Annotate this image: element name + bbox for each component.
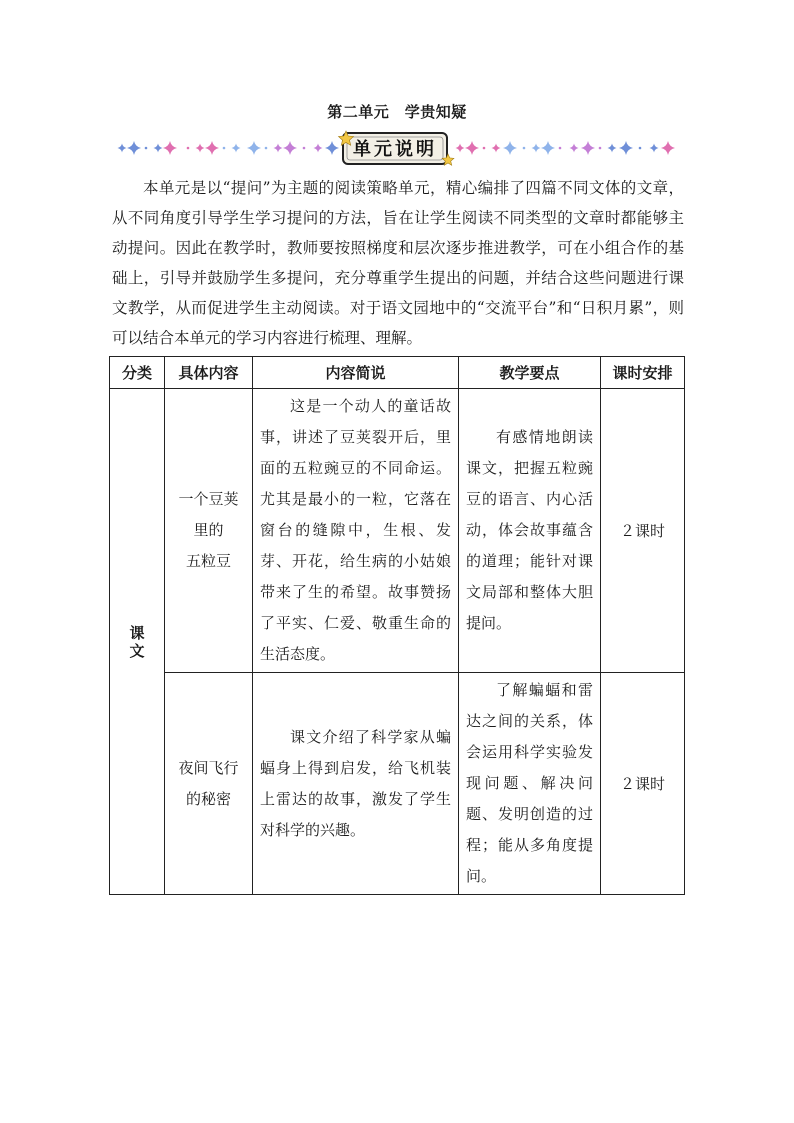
sparkle-icon xyxy=(232,144,241,153)
intro-text: 本单元是以“提问”为主题的阅读策略单元，精心编排了四篇不同文体的文章，从不同角度引导学生学习提问的方法，旨在让学生阅读不同类型的文章时都能够主动提问。因此在教学时，教师要按照梯度和层次逐步推进教学，可在小组合作的基础上，引导并鼓励学生多提问，充分尊重学生提出的问题，并结合这些问题进行课文教学，从而促进学生主动阅读。对于语文园地中的“交流平台”和“日积月累”，则可以结合本单元的学习内容进行梳理、理解。 xyxy=(112,179,684,347)
unit-table xyxy=(109,356,685,895)
points-text: 有感情地朗读课文，把握五粒豌豆的语言、内心活动，体会故事蕴含的道理；能针对课文局部和整体大胆提问。 xyxy=(466,428,593,632)
sparkle-decoration-left xyxy=(118,141,340,155)
dot-icon xyxy=(639,147,642,150)
dot-icon xyxy=(223,147,226,150)
dot-icon xyxy=(265,147,268,150)
content-line: 五粒豆 xyxy=(185,552,231,570)
summary-text: 这是一个动人的童话故事，讲述了豆荚裂开后，里面的五粒豌豆的不同命运。尤其是最小的一粒，它落在窗台的缝隙中，生根、发芽、开花，给生病的小姑娘带来了生的希望。故事赞扬了平实、仁爱、敬重生命的生活态度。 xyxy=(260,397,451,663)
dot-icon xyxy=(559,147,562,150)
sparkle-icon xyxy=(581,141,595,155)
dot-icon xyxy=(523,147,526,150)
dot-icon xyxy=(303,147,306,150)
banner-label: 单元说明 xyxy=(353,139,437,160)
sparkle-icon xyxy=(541,141,555,155)
category-char: 文 xyxy=(129,641,145,660)
header-content: 具体内容 xyxy=(165,357,253,389)
points-text: 了解蝙蝠和雷达之间的关系，体会运用科学实验发现问题、解决问题、发明创造的过程；能从多角度提问。 xyxy=(466,681,593,885)
summary-text: 课文介绍了科学家从蝙蝠身上得到启发，给飞机装上雷达的故事，激发了学生对科学的兴趣。 xyxy=(260,727,451,839)
sparkle-icon xyxy=(661,141,675,155)
hours-cell: ２课时 xyxy=(601,389,685,673)
page-title: 第二单元 学贵知疑 xyxy=(327,103,467,121)
summary-cell xyxy=(253,389,459,673)
header-category: 分类 xyxy=(110,357,165,389)
dot-icon xyxy=(483,147,486,150)
dot-icon xyxy=(145,147,148,150)
sparkle-icon xyxy=(283,141,297,155)
unit-banner xyxy=(112,128,682,168)
sparkle-icon xyxy=(274,144,283,153)
category-char: 课 xyxy=(129,623,145,642)
content-line: 的秘密 xyxy=(185,789,231,808)
table-row xyxy=(110,673,685,895)
dot-icon xyxy=(187,147,190,150)
sparkle-icon xyxy=(196,144,205,153)
sparkle-icon xyxy=(492,144,501,153)
sparkle-icon xyxy=(619,141,633,155)
sparkle-icon xyxy=(118,144,127,153)
sparkle-decoration-right xyxy=(456,141,676,155)
content-cell xyxy=(165,673,253,895)
points-cell xyxy=(459,389,601,673)
intro-paragraph xyxy=(112,173,684,353)
content-line: 一个豆荚 xyxy=(178,490,239,508)
dot-icon xyxy=(599,147,602,150)
sparkle-icon xyxy=(503,141,517,155)
category-cell xyxy=(110,389,165,895)
sparkle-icon xyxy=(532,144,541,153)
sparkle-icon xyxy=(650,144,659,153)
header-points: 教学要点 xyxy=(459,357,601,389)
banner-label-box xyxy=(339,131,454,165)
content-line: 夜间飞行 xyxy=(178,758,239,777)
hours-cell: ２课时 xyxy=(601,673,685,895)
table-row xyxy=(110,389,685,673)
sparkle-icon xyxy=(163,141,177,155)
header-hours: 课时安排 xyxy=(601,357,685,389)
header-summary: 内容简说 xyxy=(253,357,459,389)
sparkle-icon xyxy=(314,144,323,153)
sparkle-icon xyxy=(608,144,617,153)
sparkle-icon xyxy=(465,141,479,155)
sparkle-icon xyxy=(247,141,261,155)
sparkle-icon xyxy=(570,144,579,153)
sparkle-icon xyxy=(154,144,163,153)
sparkle-icon xyxy=(205,141,219,155)
content-cell xyxy=(165,389,253,673)
sparkle-icon xyxy=(456,144,465,153)
sparkle-icon xyxy=(325,141,339,155)
content-line: 里的 xyxy=(193,521,224,539)
summary-cell xyxy=(253,673,459,895)
sparkle-icon xyxy=(127,141,141,155)
table-header-row xyxy=(110,357,685,389)
points-cell xyxy=(459,673,601,895)
